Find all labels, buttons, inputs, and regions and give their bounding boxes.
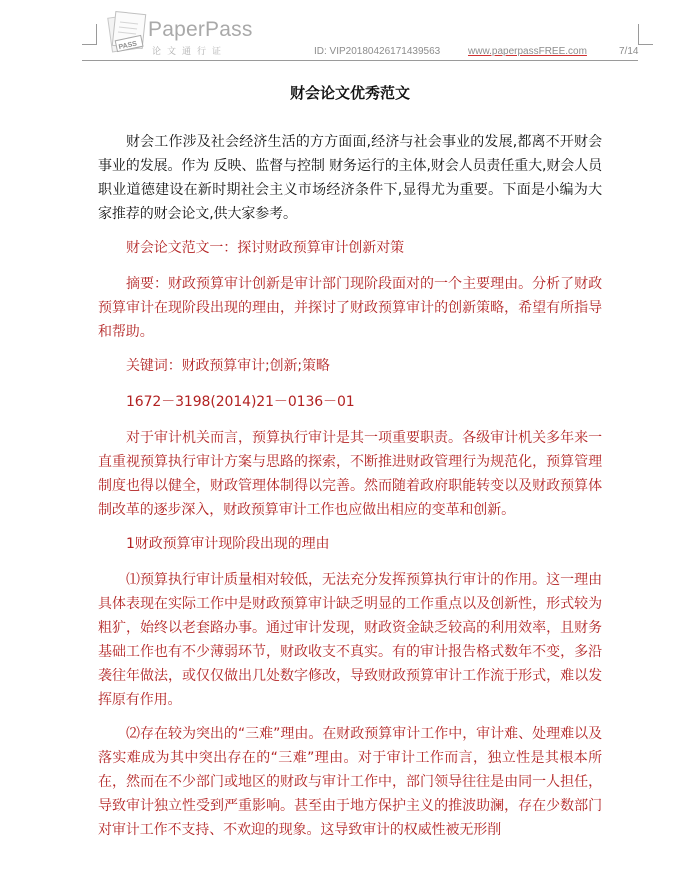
classification-number: 1672－3198(2014)21－0136－01 <box>126 394 355 410</box>
paperpass-logo <box>104 8 276 56</box>
subsection-heading: 1财政预算审计现阶段出现的理由 <box>126 536 330 552</box>
keywords-line: 关键词：财政预算审计;创新;策略 <box>126 358 330 374</box>
body-paragraph: ⑵存在较为突出的“三难”理由。在财政预算审计工作中，审计难、处理难以及落实难成为其中突出存在的“三难”理由。对于审计工作而言，独立性是其根本所在，然而在不少部门或地区的财政与审计工作中，部门领导往往是由同一人担任，导致审计独立性受到严重影响。甚至由于地方保护主义的推波助澜，存在少数部门对审计工作不支持、不欢迎的现象。这导致审计的权威性被无形削 <box>98 726 602 838</box>
header-corner-right <box>638 24 653 45</box>
page-indicator: 7/14 <box>619 46 639 57</box>
body-paragraph: 对于审计机关而言，预算执行审计是其一项重要职责。各级审计机关多年来一直重视预算执行审计方案与思路的探索，不断推进财政管理行为规范化，预算管理制度也得以健全，财政管理体制得以完善。然而随着政府职能转变以及财政预算体制改革的逐步深入，财政预算审计工作也应做出相应的变革和创新。 <box>98 430 602 518</box>
document-title: 财会论文优秀范文 <box>289 84 410 102</box>
document-id: ID: VIP20180426171439563 <box>314 46 441 57</box>
section-heading-essay-one: 财会论文范文一：探讨财政预算审计创新对策 <box>126 240 404 256</box>
site-url-link[interactable]: www.paperpassFREE.com <box>468 46 587 57</box>
page-header <box>0 0 697 62</box>
intro-paragraph: 财会工作涉及社会经济生活的方方面面,经济与社会事业的发展,都离不开财会事业的发展。作为 反映、监督与控制 财务运行的主体,财会人员责任重大,财会人员职业道德建设在新时期社会主义市场经济条件下,显得尤为重要。下面是小编为大家推荐的财会论文,供大家参考。 <box>98 134 602 222</box>
logo-tagline: 论文通行证 <box>152 47 228 57</box>
header-divider <box>82 60 638 61</box>
document-body <box>98 82 602 852</box>
logo-badge: PASS <box>118 40 138 52</box>
certificate-logo-icon <box>104 8 152 56</box>
logo-name: PaperPass <box>148 18 253 41</box>
header-corner-left <box>82 24 97 45</box>
abstract-paragraph: 摘要：财政预算审计创新是审计部门现阶段面对的一个主要理由。分析了财政预算审计在现阶段出现的理由，并探讨了财政预算审计的创新策略，希望有所指导和帮助。 <box>98 276 602 340</box>
body-paragraph: ⑴预算执行审计质量相对较低，无法充分发挥预算执行审计的作用。这一理由具体表现在实际工作中是财政预算审计缺乏明显的工作重点以及创新性，形式较为粗犷，始终以老套路办事。通过审计发现，财政资金缺乏较高的利用效率，且财务基础工作也有不少薄弱环节，财政收支不真实。有的审计报告格式数年不变，多沿袭往年做法，或仅仅做出几处数字修改，导致财政预算审计工作流于形式，难以发挥原有作用。 <box>98 572 602 708</box>
